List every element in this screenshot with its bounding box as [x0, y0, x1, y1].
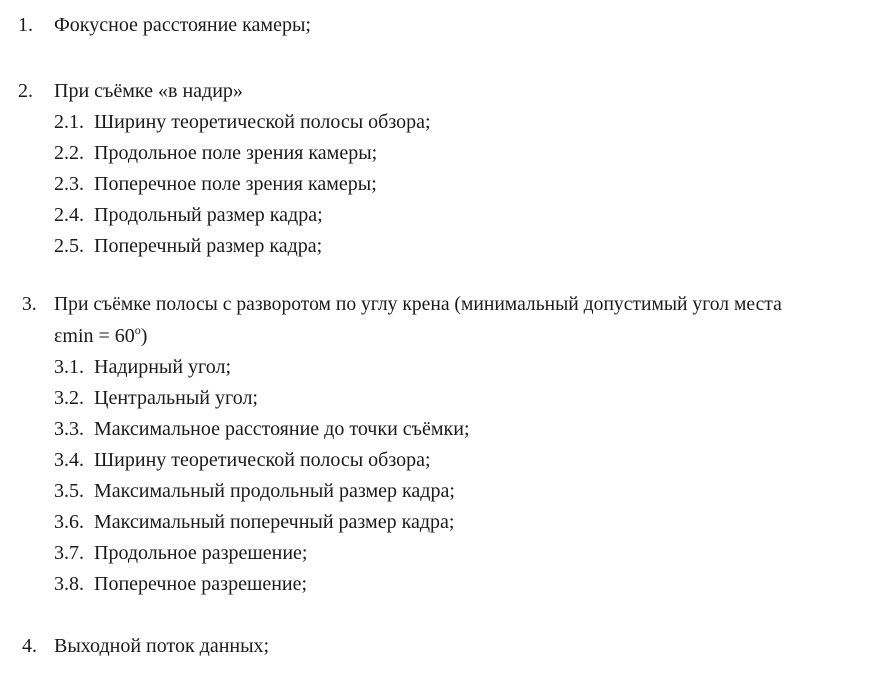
item-number: 3. [22, 294, 37, 315]
subitem-text: Поперечное поле зрения камеры; [94, 173, 377, 195]
subitem-number: 3.2. [54, 387, 84, 409]
sub-list-item [54, 172, 377, 196]
sub-list-item [54, 355, 231, 379]
item-number: 1. [18, 14, 33, 36]
list-item [22, 634, 269, 658]
subitem-text: Продольный размер кадра; [94, 204, 323, 226]
item-number: 4. [22, 635, 37, 657]
sub-list-item [54, 234, 322, 258]
subitem-text: Максимальный поперечный размер кадра; [94, 511, 455, 533]
sub-list-item [54, 479, 455, 503]
subitem-text: Ширину теоретической полосы обзора; [94, 449, 431, 471]
list-item [18, 79, 243, 103]
list-item [18, 13, 311, 37]
subitem-text: Центральный угол; [94, 387, 258, 409]
item-text-continuation [54, 324, 147, 348]
subitem-number: 3.8. [54, 573, 84, 595]
subitem-number: 3.3. [54, 418, 84, 440]
sub-list-item [54, 541, 307, 565]
sub-list-item [54, 203, 323, 227]
subitem-text: Максимальное расстояние до точки съёмки; [94, 418, 470, 440]
subitem-number: 3.7. [54, 542, 84, 564]
item-text: При съёмке «в надир» [54, 80, 243, 102]
item-number: 2. [18, 80, 33, 102]
subitem-text: Поперечный размер кадра; [94, 235, 323, 257]
sub-list-item [54, 417, 470, 441]
item-text: Выходной поток данных; [54, 635, 270, 657]
subitem-number: 2.1. [54, 111, 84, 133]
item-text: При съёмке полосы с разворотом по углу крена (минимальный допустимый угол места [54, 294, 782, 315]
subitem-text: Ширину теоретической полосы обзора; [94, 111, 431, 133]
sub-list-item [54, 110, 431, 134]
list-item [22, 293, 782, 317]
sub-list-item [54, 572, 307, 596]
sub-list-item [54, 386, 258, 410]
sub-list-item [54, 510, 454, 534]
item-text-line2: εmin = 60 [54, 325, 135, 347]
sub-list-item [54, 448, 431, 472]
subitem-number: 2.3. [54, 173, 84, 195]
subitem-text: Продольное поле зрения камеры; [94, 142, 378, 164]
subitem-text: Максимальный продольный размер кадра; [94, 480, 455, 502]
item-text-line2-end: ) [140, 325, 148, 347]
degree-superscript: o [134, 323, 141, 337]
subitem-number: 3.4. [54, 449, 84, 471]
subitem-text: Поперечное разрешение; [94, 573, 308, 595]
subitem-number: 3.5. [54, 480, 84, 502]
subitem-number: 3.6. [54, 511, 84, 533]
subitem-number: 2.4. [54, 204, 84, 226]
subitem-number: 2.5. [54, 235, 84, 257]
subitem-number: 2.2. [54, 142, 84, 164]
subitem-text: Продольное разрешение; [94, 542, 308, 564]
sub-list-item [54, 141, 377, 165]
item-text: Фокусное расстояние камеры; [54, 14, 311, 36]
subitem-text: Надирный угол; [94, 356, 232, 378]
subitem-number: 3.1. [54, 356, 84, 378]
